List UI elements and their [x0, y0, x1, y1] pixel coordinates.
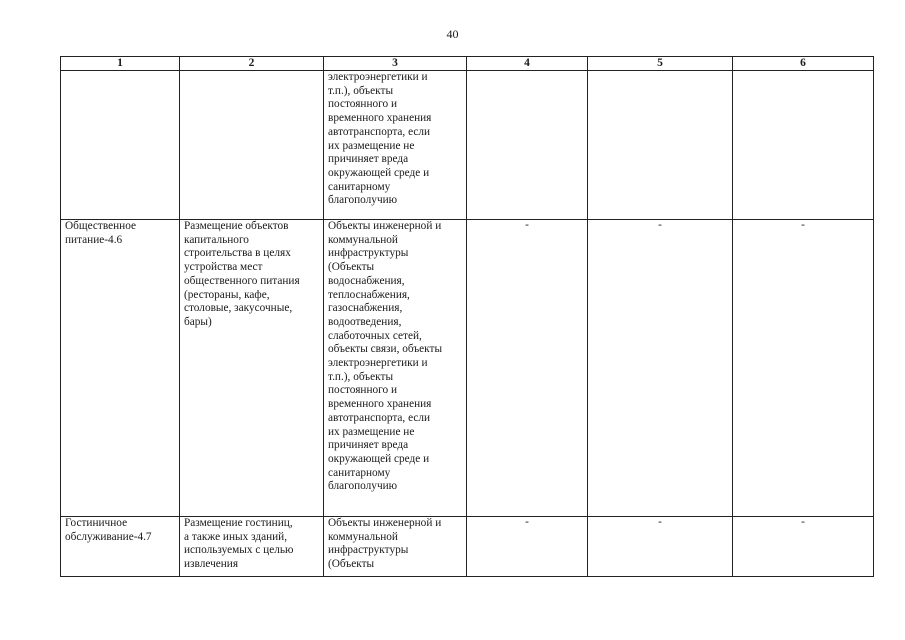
- table-row: [61, 71, 874, 220]
- table-cell: Объекты инженерной и коммунальной инфраструктуры (Объекты водоснабжения, теплоснабжения, газоснабжения, водоотведения, слаботочных сетей, объекты связи, объекты электроэнергетики и т.п.), объекты постоянного и временного хранения автотранспорта, если их размещение не причиняет вреда окружающей среде и санитарному благополучию: [324, 220, 467, 517]
- column-header-5: 5: [588, 57, 733, 71]
- table-row: [61, 517, 874, 577]
- table-cell: [467, 71, 588, 220]
- column-header-1: 1: [61, 57, 180, 71]
- table-cell: Размещение гостиниц, а также иных зданий, используемых с целью извлечения: [180, 517, 324, 577]
- table-cell: Общественное питание-4.6: [61, 220, 180, 517]
- table-cell: [61, 71, 180, 220]
- table-cell: Размещение объектов капитального строительства в целях устройства мест общественного питания (рестораны, кафе, столовые, закусочные, бары): [180, 220, 324, 517]
- table-cell: [733, 71, 874, 220]
- column-header-3: 3: [324, 57, 467, 71]
- table-cell: -: [733, 220, 874, 517]
- table-cell: [588, 71, 733, 220]
- table-row: [61, 220, 874, 517]
- table-header-row: [61, 57, 874, 71]
- land-use-table: [60, 56, 874, 577]
- column-header-2: 2: [180, 57, 324, 71]
- table-cell: -: [733, 517, 874, 577]
- table-cell: -: [467, 517, 588, 577]
- table-cell: Гостиничное обслуживание-4.7: [61, 517, 180, 577]
- column-header-6: 6: [733, 57, 874, 71]
- table-cell: -: [467, 220, 588, 517]
- table-cell: [180, 71, 324, 220]
- page-number: 40: [446, 27, 459, 41]
- table-cell: Объекты инженерной и коммунальной инфраструктуры (Объекты: [324, 517, 467, 577]
- table-cell: -: [588, 220, 733, 517]
- column-header-4: 4: [467, 57, 588, 71]
- table-cell: электроэнергетики и т.п.), объекты постоянного и временного хранения автотранспорта, если их размещение не причиняет вреда окружающей среде и санитарному благополучию: [324, 71, 467, 220]
- table-cell: -: [588, 517, 733, 577]
